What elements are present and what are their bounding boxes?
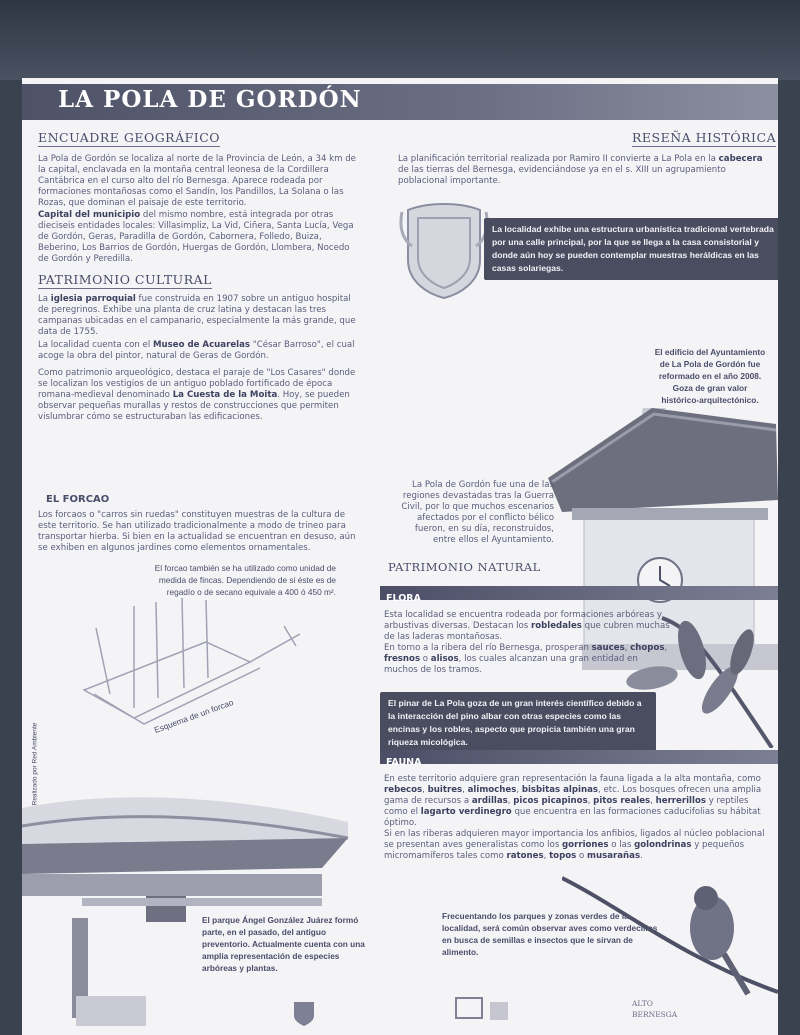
natural-heading: PATRIMONIO NATURAL bbox=[388, 560, 541, 574]
forcao-measure-note: El forcao también se ha utilizado como unidad de medida de fincas. Dependiendo de si éste es de regadío o de secano equivale a 400 ó 450 m². bbox=[154, 563, 336, 597]
cultural-heading: PATRIMONIO CULTURAL bbox=[38, 272, 212, 287]
coat-of-arms-image bbox=[398, 202, 490, 300]
aves-note: Frecuentando los parques y zonas verdes de la localidad, será común observar aves como verdecillos en busca de semillas e insectos que le sirvan de alimento. bbox=[442, 911, 658, 957]
sparrow-image bbox=[562, 868, 778, 1008]
ayuntamiento-note: El edificio del Ayuntamiento de La Pola de Gordón fue reformado en el año 2008. Goza de gran valor histórico-arquitectónico. bbox=[654, 347, 766, 405]
forcao-heading: EL FORCAO bbox=[46, 494, 110, 505]
unesco-logo bbox=[452, 996, 512, 1026]
fauna-text: En este territorio adquiere gran representación la fauna ligada a la alta montaña, como rebecos, buitres, alimoches, bisbitas alpinas, etc. Los bosques ofrecen una amplia gama de recursos a ardillas, picos picapinos, pitos reales, herrerillos y reptiles como el lagarto verdinegro que encuentra en las formaciones caducifolias su hábitat óptimo. Si en las riberas adquieren mayor importancia los anfibios, ligados al núcleo poblacional se presentan aves generalistas como los gorriones o las golondrinas y pequeños micromamíferos tales como ratones, topos o musarañas. bbox=[384, 774, 765, 861]
encuadre-text-1: La Pola de Gordón se localiza al norte de la Provincia de León, a 34 km de la capital, enclavada en la montaña central leonesa de la Cordillera Cantábrica en el curso alto del río Bernesga. Aparece rodeada por formaciones montañosas como el Sandín, los Pandillos, La Solana o las Rozas, que dominan el paisaje de este territorio. bbox=[38, 154, 356, 208]
parque-note: El parque Ángel González Juárez formó parte, en el pasado, del antiguo preventorio. Actualmente cuenta con una amplia representación de especies arbóreas y plantas. bbox=[202, 915, 365, 973]
info-panel bbox=[22, 78, 778, 1035]
municipal-crest-logo bbox=[292, 996, 316, 1026]
encuadre-heading: ENCUADRE GEOGRÁFICO bbox=[38, 130, 221, 145]
capital-text: del mismo nombre, está integrada por otras dieciseis entidades locales: Villasimpliz, La Vid, Ciñera, Santa Lucía, Vega de Gordón, Geras, Paradilla de Gordón, Cabornera, Folledo, Buiza, Beberino, Los Barrios de Gordón, Huergas de Gordón, Llombera, Nocedo de Gordón y Peredilla. bbox=[38, 210, 354, 264]
pinar-box: El pinar de La Pola goza de un gran interés científico debido a la interacción del pino albar con otras especies como las encinas y los robles, aspecto que propicia también una gran riqueza micológica. bbox=[380, 692, 656, 754]
guerra-civil-text: La Pola de Gordón fue una de las regiones devastadas tras la Guerra Civil, por lo que muchos escenarios afectados por el conflicto bélico fueron, en su día, reconstruidos, entre ellos el Ayuntamiento. bbox=[401, 480, 554, 545]
capital-label: Capital del municipio bbox=[38, 210, 141, 220]
forcao-caption: Esquema de un forcao bbox=[152, 697, 235, 735]
encuadre-text-2 bbox=[38, 210, 360, 265]
government-logo bbox=[76, 996, 146, 1026]
cultural-text-3: Como patrimonio arqueológico, destaca el paraje de "Los Casares" donde se localizan los vestigios de un antiguo poblado fortificado de época romana-medieval denominado La Cuesta de la Moita. Hoy, se pueden observar pequeñas murallas y restos de construcciones que permiten vislumbrar cómo se estructuraban las edificaciones. bbox=[38, 368, 356, 422]
board-frame bbox=[0, 0, 800, 80]
urban-structure-box: La localidad exhibe una estructura urbanística tradicional vertebrada por una calle principal, por la que se llega a la casa consistorial y donde aún hoy se pueden contemplar muestras heráldicas en las casas solariegas. bbox=[484, 218, 778, 280]
credit-text: Realizado por Red Ambiente bbox=[31, 722, 39, 806]
fauna-label: FAUNA bbox=[386, 757, 422, 768]
flora-label: FLORA bbox=[386, 593, 421, 604]
forcao-text: Los forcaos o "carros sin ruedas" constituyen muestras de la cultura de este territorio. Se han utilizado tradicionalmente a modo de trineo para transportar hierba. Si bien en la actualidad se encuentran en desuso, aún se exhiben en algunos jardines como elementos ornamentales. bbox=[38, 510, 356, 553]
oak-leaves-image bbox=[602, 598, 778, 748]
cultural-text-1: La iglesia parroquial fue construida en 1907 sobre un antiguo hospital de peregrinos. Exhibe una planta de cruz latina y destacan las tres campanas ubicadas en el campanario, especialmente la más grande, que data de 1755. bbox=[38, 294, 356, 337]
park-building-image bbox=[22, 778, 352, 1018]
page-title: LA POLA DE GORDÓN bbox=[58, 86, 362, 113]
cultural-text-2: La localidad cuenta con el Museo de Acuarelas "César Barroso", el cual acoge la obra del pintor, natural de Geras de Gordón. bbox=[38, 340, 355, 361]
resena-text: La planificación territorial realizada por Ramiro II convierte a La Pola en la cabecera de las tierras del Bernesga, evidenciándose ya en el s. XIII un agrupamiento poblacional importante. bbox=[398, 154, 763, 186]
flora-text: Esta localidad se encuentra rodeada por formaciones arbóreas y arbustivas diversas. Destacan los robledales que cubren muchas de las laderas montañosas. En torno a la ribera del río Bernesga, prosperan sauces, chopos, fresnos o alisos, los cuales alcanzan una gran entidad en muchos de los tramos. bbox=[384, 610, 670, 675]
resena-heading: RESEÑA HISTÓRICA bbox=[632, 130, 777, 145]
fauna-bar bbox=[380, 750, 778, 768]
alto-bernesga-logo: ALTO BERNESGA bbox=[632, 999, 678, 1019]
title-banner bbox=[22, 84, 778, 120]
forcao-sketch-image bbox=[74, 598, 314, 748]
